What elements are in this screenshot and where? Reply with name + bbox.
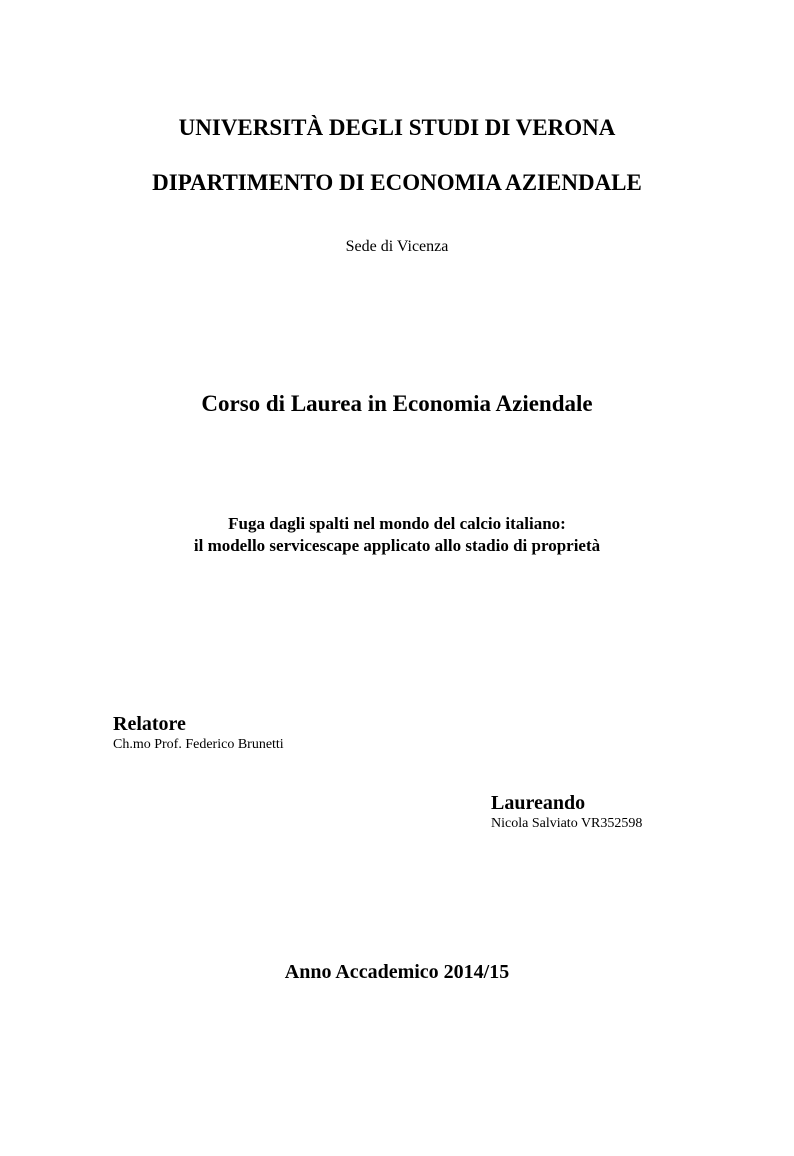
supervisor-name: Ch.mo Prof. Federico Brunetti [113, 737, 284, 752]
supervisor-block [113, 712, 284, 754]
supervisor-label: Relatore [113, 713, 186, 735]
thesis-title-line-2: il modello servicescape applicato allo stadio di proprietà [193, 536, 601, 555]
candidate-block [491, 791, 642, 833]
university-name: UNIVERSITÀ DEGLI STUDI DI VERONA [178, 115, 616, 140]
campus-seat: Sede di Vicenza [345, 238, 449, 255]
department-name: DIPARTIMENTO DI ECONOMIA AZIENDALE [152, 170, 642, 195]
degree-course: Corso di Laurea in Economia Aziendale [201, 391, 593, 416]
candidate-name: Nicola Salviato VR352598 [491, 816, 643, 831]
thesis-title [0, 513, 794, 557]
candidate-label: Laureando [491, 792, 586, 814]
academic-year: Anno Accademico 2014/15 [284, 961, 510, 983]
thesis-title-line-1: Fuga dagli spalti nel mondo del calcio italiano: [228, 514, 566, 533]
